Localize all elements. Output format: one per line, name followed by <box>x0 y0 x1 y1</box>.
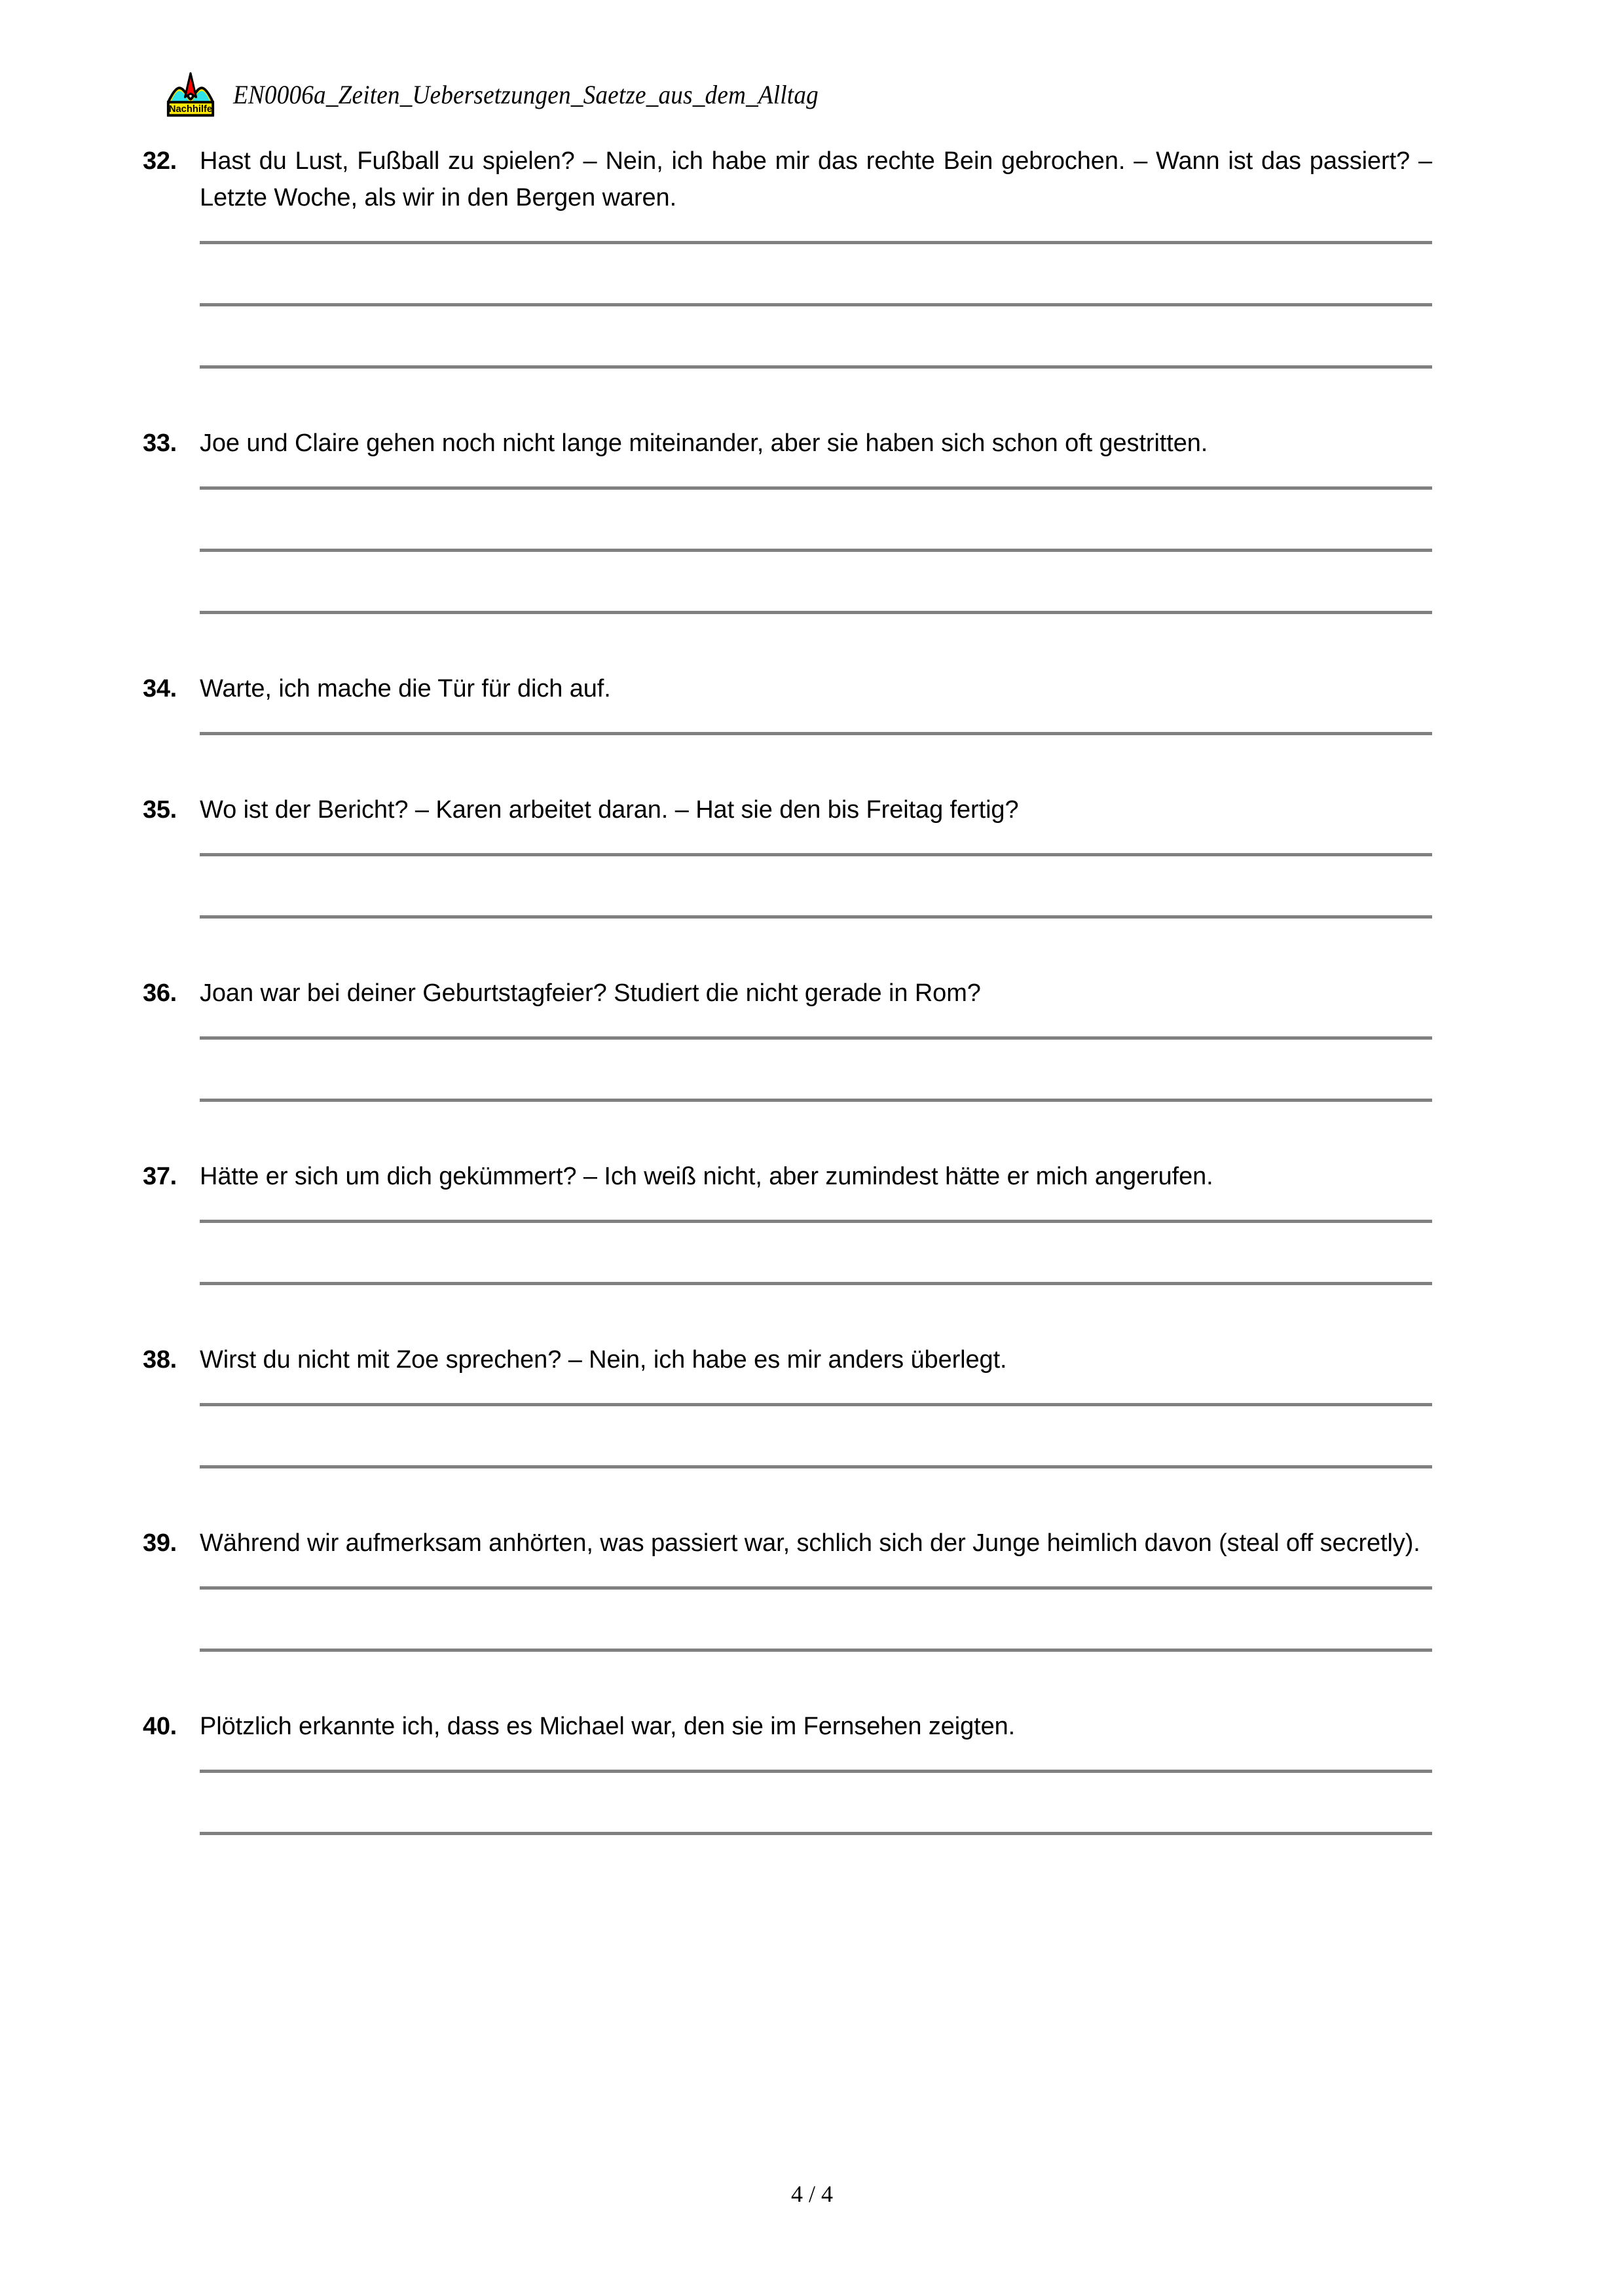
answer-area[interactable] <box>200 732 1432 735</box>
answer-line[interactable] <box>200 1403 1432 1406</box>
exercise-item <box>0 1525 1624 1652</box>
answer-line[interactable] <box>200 1649 1432 1652</box>
answer-line[interactable] <box>200 1220 1432 1223</box>
exercise-number: 32. <box>143 147 177 175</box>
answer-line[interactable] <box>200 1465 1432 1468</box>
answer-line[interactable] <box>200 1832 1432 1835</box>
answer-line[interactable] <box>200 486 1432 490</box>
answer-line[interactable] <box>200 365 1432 369</box>
logo-label: Nachhilfe <box>168 103 213 115</box>
exercise-sentence: Joe und Claire gehen noch nicht lange miteinander, aber sie haben sich schon oft gestritten. <box>200 429 1208 457</box>
answer-line[interactable] <box>200 303 1432 306</box>
answer-area[interactable] <box>200 1586 1432 1652</box>
answer-line[interactable] <box>200 241 1432 244</box>
answer-line[interactable] <box>200 853 1432 856</box>
exercise-sentence: Hätte er sich um dich gekümmert? – Ich weiß nicht, aber zumindest hätte er mich angerufen. <box>200 1163 1213 1190</box>
exercise-item <box>0 143 1624 369</box>
exercise-sentence: Während wir aufmerksam anhörten, was passiert war, schlich sich der Junge heimlich davon (steal off secretly). <box>200 1529 1420 1557</box>
answer-line[interactable] <box>200 732 1432 735</box>
exercise-item <box>0 425 1624 614</box>
exercise-number: 34. <box>143 675 177 702</box>
answer-line[interactable] <box>200 549 1432 552</box>
exercise-sentence: Hast du Lust, Fußball zu spielen? – Nein, ich habe mir das rechte Bein gebrochen. – Wann ist das passiert? – Letzte Woche, als wir in den Bergen waren. <box>200 147 1432 211</box>
item-spacer <box>0 614 1624 670</box>
answer-line[interactable] <box>200 1282 1432 1285</box>
exercise-number: 33. <box>143 429 177 457</box>
answer-area[interactable] <box>200 853 1432 919</box>
answer-area[interactable] <box>200 486 1432 614</box>
answer-line[interactable] <box>200 1099 1432 1102</box>
item-spacer <box>0 1652 1624 1708</box>
exercise-sentence: Joan war bei deiner Geburtstagfeier? Studiert die nicht gerade in Rom? <box>200 979 981 1007</box>
answer-line[interactable] <box>200 611 1432 614</box>
exercise-number: 38. <box>143 1346 177 1374</box>
answer-area[interactable] <box>200 1220 1432 1285</box>
exercise-sentence: Wo ist der Bericht? – Karen arbeitet daran. – Hat sie den bis Freitag fertig? <box>200 796 1019 824</box>
answer-line[interactable] <box>200 1036 1432 1040</box>
answer-area[interactable] <box>200 1770 1432 1835</box>
item-spacer <box>0 1468 1624 1525</box>
exercise-item <box>0 1158 1624 1285</box>
page-header <box>165 63 1449 126</box>
nachhilfe-logo-icon <box>165 71 216 120</box>
exercise-sentence: Plötzlich erkannte ich, dass es Michael war, den sie im Fernsehen zeigten. <box>200 1713 1016 1740</box>
exercise-list <box>0 143 1624 1835</box>
exercise-item <box>0 975 1624 1102</box>
exercise-number: 37. <box>143 1163 177 1190</box>
item-spacer <box>0 735 1624 792</box>
item-spacer <box>0 369 1624 425</box>
answer-area[interactable] <box>200 1403 1432 1468</box>
exercise-item <box>0 670 1624 735</box>
exercise-number: 35. <box>143 796 177 824</box>
answer-line[interactable] <box>200 1586 1432 1590</box>
item-spacer <box>0 1102 1624 1158</box>
answer-line[interactable] <box>200 1770 1432 1773</box>
exercise-item <box>0 1341 1624 1468</box>
exercise-item <box>0 792 1624 919</box>
exercise-number: 36. <box>143 979 177 1007</box>
exercise-sentence: Wirst du nicht mit Zoe sprechen? – Nein, ich habe es mir anders überlegt. <box>200 1346 1007 1374</box>
item-spacer <box>0 1285 1624 1341</box>
exercise-item <box>0 1708 1624 1835</box>
exercise-number: 39. <box>143 1529 177 1557</box>
answer-area[interactable] <box>200 1036 1432 1102</box>
document-title: EN0006a_Zeiten_Uebersetzungen_Saetze_aus_dem_Alltag <box>233 79 819 109</box>
item-spacer <box>0 919 1624 975</box>
page-number: 4 / 4 <box>790 2181 833 2207</box>
answer-area[interactable] <box>200 241 1432 369</box>
exercise-sentence: Warte, ich mache die Tür für dich auf. <box>200 675 611 702</box>
exercise-number: 40. <box>143 1713 177 1740</box>
answer-line[interactable] <box>200 915 1432 919</box>
